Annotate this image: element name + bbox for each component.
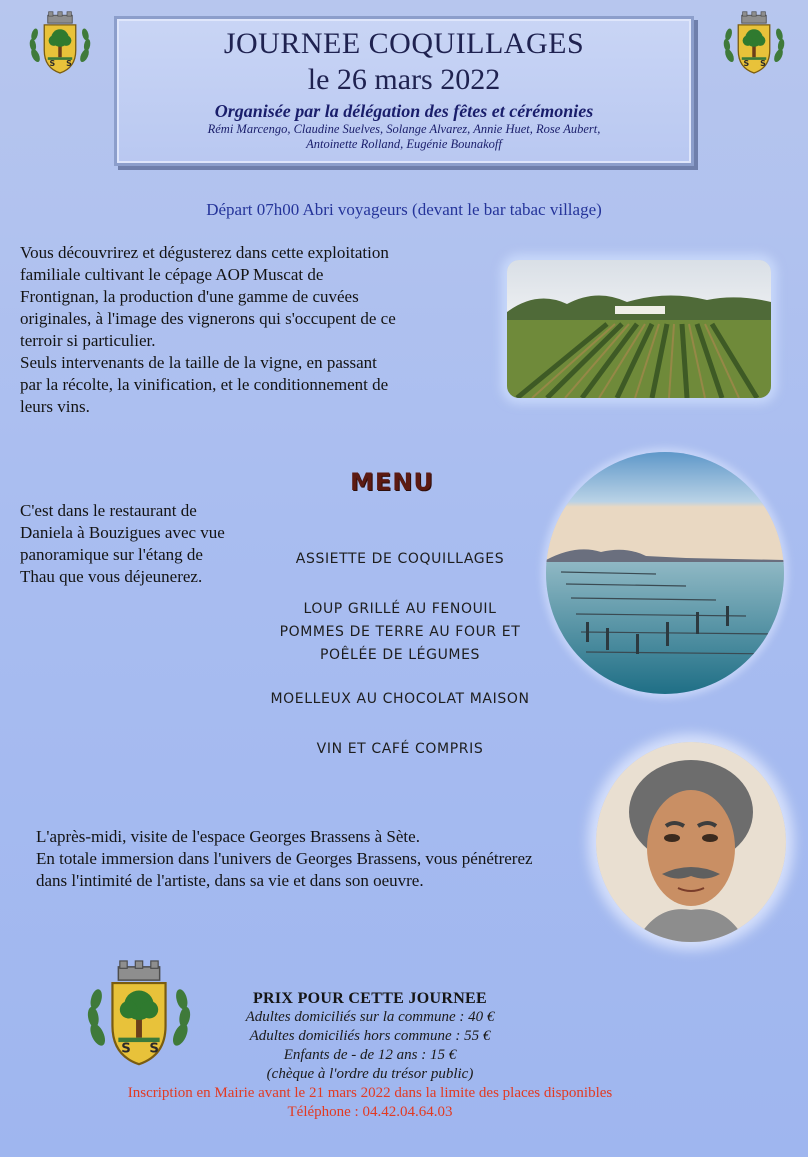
restaurant-line: C'est dans le restaurant de [20, 501, 197, 520]
lagoon-photo [546, 452, 784, 694]
crest-logo-right [714, 10, 794, 80]
svg-text:S: S [743, 59, 750, 69]
header-banner [114, 16, 694, 166]
svg-text:S: S [49, 59, 56, 69]
page-title: JOURNEE COQUILLAGES [223, 27, 585, 60]
intro-line: originales, à l'image des vignerons qui s'occupent de ce [20, 309, 396, 328]
phone-number: Téléphone : 04.42.04.64.03 [287, 1104, 453, 1120]
afternoon-line: En totale immersion dans l'univers de Georges Brassens, vous pénétrerez [36, 849, 533, 868]
intro-line: par la récolte, la vinification, et le conditionnement de [20, 375, 389, 394]
event-date: le 26 mars 2022 [307, 63, 501, 96]
crest-logo-left [20, 10, 100, 80]
intro-paragraph [20, 242, 470, 418]
pricing-title: PRIX POUR CETTE JOURNEE [252, 990, 488, 1007]
pricing-section [80, 990, 660, 1122]
afternoon-line: L'après-midi, visite de l'espace Georges Brassens à Sète. [36, 827, 420, 846]
intro-line: leurs vins. [20, 397, 90, 416]
svg-text:S: S [149, 1041, 159, 1057]
vineyard-photo [507, 260, 771, 398]
intro-line: terroir si particulier. [20, 331, 156, 350]
restaurant-paragraph [20, 500, 270, 588]
registration-notice: Inscription en Mairie avant le 21 mars 2022 dans la limite des places disponibles [127, 1085, 613, 1101]
intro-line: Frontignan, la production d'une gamme de cuvées [20, 287, 359, 306]
price-line: Enfants de - de 12 ans : 15 € [283, 1047, 457, 1063]
organizer-members-line-2: Antoinette Rolland, Eugénie Bounakoff [306, 137, 502, 151]
menu-item: MOELLEUX AU CHOCOLAT MAISON [270, 691, 530, 707]
intro-line: Vous découvrirez et dégusterez dans cette exploitation [20, 243, 389, 262]
menu-item: POÊLÉE DE LÉGUMES [319, 647, 481, 663]
menu-item: LOUP GRILLÉ AU FENOUIL [303, 601, 497, 617]
intro-line: Seuls intervenants de la taille de la vigne, en passant [20, 353, 377, 372]
afternoon-paragraph [36, 826, 596, 892]
menu-item: ASSIETTE DE COQUILLAGES [295, 551, 505, 567]
menu-title: MENU [350, 468, 434, 496]
departure-info: Départ 07h00 Abri voyageurs (devant le bar tabac village) [206, 200, 602, 219]
menu-item: POMMES DE TERRE AU FOUR ET [279, 624, 521, 640]
restaurant-line: Daniela à Bouzigues avec vue [20, 523, 225, 542]
restaurant-line: panoramique sur l'étang de [20, 545, 203, 564]
intro-line: familiale cultivant le cépage AOP Muscat de [20, 265, 324, 284]
afternoon-line: dans l'intimité de l'artiste, dans sa vie et dans son oeuvre. [36, 871, 424, 890]
price-line: Adultes domiciliés hors commune : 55 € [249, 1028, 491, 1044]
organizer-members-line-1: Rémi Marcengo, Claudine Suelves, Solange Alvarez, Annie Huet, Rose Aubert, [207, 122, 601, 136]
svg-text:S: S [121, 1041, 131, 1057]
price-line: Adultes domiciliés sur la commune : 40 € [245, 1009, 495, 1025]
menu-item: VIN ET CAFÉ COMPRIS [316, 741, 484, 757]
svg-text:S: S [66, 59, 72, 69]
restaurant-line: Thau que vous déjeunerez. [20, 567, 203, 586]
organizer-line: Organisée par la délégation des fêtes et cérémonies [214, 101, 594, 121]
payment-note: (chèque à l'ordre du trésor public) [266, 1066, 474, 1082]
svg-text:S: S [760, 59, 766, 69]
brassens-portrait [596, 742, 786, 942]
